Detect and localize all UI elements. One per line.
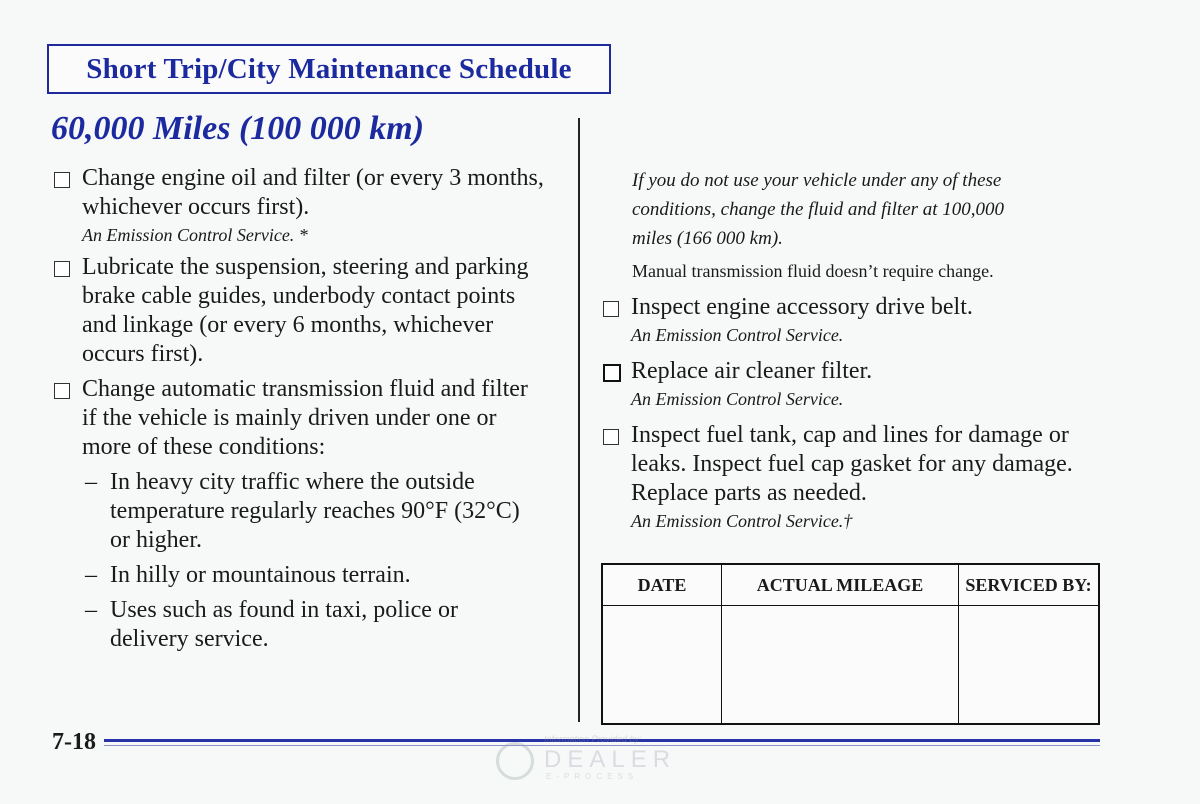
table-header-row (602, 564, 1099, 606)
checklist-item (602, 293, 1102, 347)
dealer-logo-icon (496, 742, 534, 780)
date-column-header: DATE (602, 564, 722, 606)
checkbox[interactable] (54, 172, 70, 188)
mileage-heading: 60,000 Miles (100 000 km) (51, 110, 425, 147)
item-text: Inspect engine accessory drive belt. (631, 294, 973, 320)
schedule-title: Short Trip/City Maintenance Schedule (86, 52, 572, 85)
condition-item: – In hilly or mountainous terrain. (85, 562, 411, 588)
item-text: Inspect fuel tank, cap and lines for damage or leaks. Inspect fuel cap gasket for any damage. Replace parts as needed. (631, 422, 1073, 506)
right-column (602, 166, 1102, 539)
checkbox[interactable] (603, 364, 621, 382)
checklist-item (602, 421, 1102, 533)
watermark-caption: Information Provided by: (544, 734, 642, 744)
emission-note: An Emission Control Service. * (82, 225, 308, 245)
condition-text: In hilly or mountainous terrain. (110, 562, 411, 588)
page-number: 7-18 (52, 729, 96, 755)
emission-note: An Emission Control Service.† (631, 511, 853, 531)
condition-text: Uses such as found in taxi, police or delivery service. (110, 597, 458, 652)
watermark-sub: E-PROCESS (546, 772, 639, 781)
checklist-item (53, 375, 573, 462)
table-row (602, 606, 1099, 725)
mileage-cell[interactable] (722, 606, 959, 725)
condition-item: – In heavy city traffic where the outside temperature regularly reaches 90°F (32°C) or higher. (53, 468, 573, 555)
fluid-interval-note: If you do not use your vehicle under any of these conditions, change the fluid and filter at 100,000 miles (166 000 km). (632, 170, 1005, 249)
date-cell[interactable] (602, 606, 722, 725)
serviced-by-cell[interactable] (959, 606, 1100, 725)
checkbox[interactable] (54, 383, 70, 399)
watermark-brand: DEALER (544, 746, 677, 773)
serviced-by-column-header: SERVICED BY: (959, 564, 1100, 606)
emission-note: An Emission Control Service. (631, 389, 844, 409)
checklist-item (602, 357, 1102, 411)
item-text: Change engine oil and filter (or every 3 months, whichever occurs first). (82, 165, 544, 220)
item-text: Replace air cleaner filter. (631, 358, 873, 384)
item-text: Change automatic transmission fluid and filter if the vehicle is mainly driven under one or more of these conditions: (82, 376, 528, 460)
checklist-item (53, 253, 573, 369)
left-column (53, 164, 573, 654)
checkbox[interactable] (54, 261, 70, 277)
checkbox[interactable] (603, 301, 619, 317)
schedule-title-box (47, 44, 611, 94)
mileage-column-header: ACTUAL MILEAGE (722, 564, 959, 606)
checklist-item (53, 164, 573, 247)
column-divider (578, 118, 580, 722)
emission-note: An Emission Control Service. (631, 325, 844, 345)
item-text: Lubricate the suspension, steering and parking brake cable guides, underbody contact points and linkage (or every 6 months, whichever occurs first). (82, 254, 529, 367)
condition-item: – Uses such as found in taxi, police or delivery service. (53, 596, 573, 654)
condition-text: In heavy city traffic where the outside temperature regularly reaches 90°F (32°C) or higher. (110, 469, 520, 553)
checkbox[interactable] (603, 429, 619, 445)
service-log-table (601, 563, 1100, 725)
dealer-watermark (496, 734, 696, 784)
manual-transmission-note: Manual transmission fluid doesn’t require change. (632, 261, 994, 281)
